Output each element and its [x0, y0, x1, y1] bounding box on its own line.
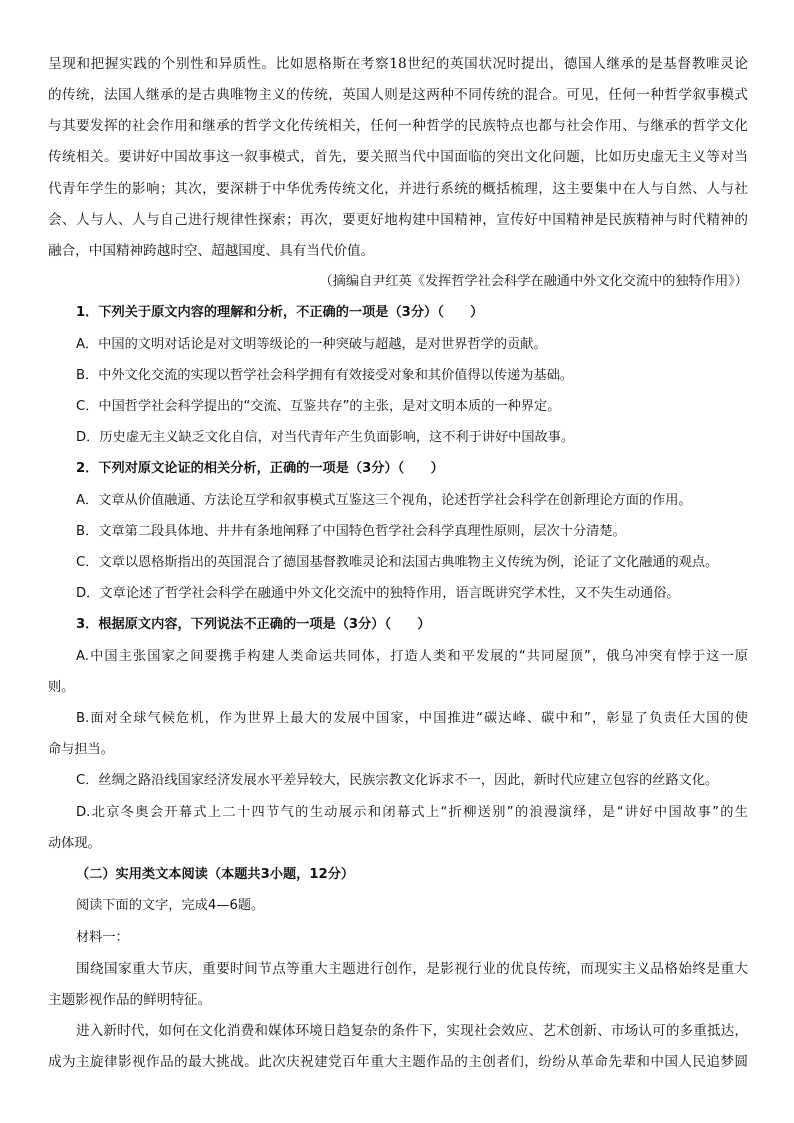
- question-3-option-d: D.北京冬奥会开幕式上二十四节气的生动展示和闭幕式上“折柳送别”的浪漫演绎，是“讲好中国故事”的生: [76, 805, 748, 820]
- material-label: 材料一：: [76, 930, 129, 945]
- material-line: 进入新时代，如何在文化消费和媒体环境日趋复杂的条件下，实现社会效应、艺术创新、市场认可的多重抵达，: [76, 1023, 748, 1039]
- passage-line: 代青年学生的影响；其次，要深耕于中华优秀传统文化，并进行系统的概括梳理，这主要集中在人与自然、人与社: [48, 181, 748, 197]
- question-1-stem: 1．下列关于原文内容的理解和分析，不正确的一项是（3分）（ ）: [76, 305, 484, 320]
- passage-line: 会、人与人、人与自己进行规律性探索；再次，要更好地构建中国精神，宣传好中国精神是民族精神与时代精神的: [48, 212, 748, 228]
- question-1-option-d: D．历史虚无主义缺乏文化自信，对当代青年产生负面影响，这不利于讲好中国故事。: [76, 430, 575, 445]
- passage-line: 传统相关。要讲好中国故事这一叙事模式，首先，要关照当代中国面临的突出文化问题，比如历史虚无主义等对当: [48, 149, 748, 165]
- passage-source: （摘编自尹红英《发挥哲学社会科学在融通中外文化交流中的独特作用》）: [319, 274, 748, 289]
- question-3-option-d-cont: 动体现。: [48, 836, 101, 851]
- material-line: 围绕国家重大节庆，重要时间节点等重大主题进行创作，是影视行业的优良传统，而现实主义品格始终是重大: [76, 961, 748, 977]
- question-1-option-c: C．中国哲学社会科学提出的“交流、互鉴共存”的主张，是对文明本质的一种界定。: [76, 399, 561, 414]
- material-line: 成为主旋律影视作品的最大挑战。此次庆祝建党百年重大主题作品的主创者们，纷纷从革命先辈和中国人民追梦圆: [48, 1054, 748, 1070]
- question-1-option-a: A．中国的文明对话论是对文明等级论的一种突破与超越，是对世界哲学的贡献。: [76, 337, 547, 352]
- question-3-option-a: A.中国主张国家之间要携手构建人类命运共同体，打造人类和平发展的“共同屋顶”，俄乌冲突有悖于这一原: [76, 649, 748, 664]
- question-3-option-a-cont: 则。: [48, 680, 75, 695]
- question-2-option-b: B．文章第二段具体地、井井有条地阐释了中国特色哲学社会科学真理性原则，层次十分清楚。: [76, 524, 626, 539]
- section-heading: （二）实用类文本阅读（本题共3小题，12分）: [76, 867, 355, 882]
- passage-line: 的传统，法国人继承的是古典唯物主义的传统，英国人则是这两种不同传统的混合。可见，任何一种哲学叙事模式: [48, 87, 748, 103]
- question-2-option-a: A．文章从价值融通、方法论互学和叙事模式互鉴这三个视角，论述哲学社会科学在创新理论方面的作用。: [76, 493, 692, 508]
- material-line: 主题影视作品的鲜明特征。: [48, 992, 212, 1008]
- section-instruction: 阅读下面的文字，完成4—6题。: [76, 898, 265, 913]
- question-3-option-b-cont: 命与担当。: [48, 742, 114, 757]
- passage-line: 呈现和把握实践的个别性和异质性。比如恩格斯在考察18世纪的英国状况时提出，德国人继承的是基督教唯灵论: [48, 56, 748, 72]
- passage-line: 融合，中国精神跨越时空、超越国度、具有当代价值。: [48, 243, 375, 259]
- question-2-stem: 2．下列对原文论证的相关分析，正确的一项是（3分）（ ）: [76, 461, 444, 476]
- passage-line: 与其要发挥的社会作用和继承的哲学文化传统相关，任何一种哲学的民族特点也都与社会作用、与继承的哲学文化: [48, 118, 748, 134]
- question-2-option-c: C．文章以恩格斯指出的英国混合了德国基督教唯灵论和法国古典唯物主义传统为例，论证了文化融通的观点。: [76, 555, 719, 570]
- question-1-option-b: B．中外文化交流的实现以哲学社会科学拥有有效接受对象和其价值得以传递为基础。: [76, 368, 573, 383]
- question-3-option-b: B.面对全球气候危机，作为世界上最大的发展中国家，中国推进“碳达峰、碳中和”，彰显了负责任大国的使: [76, 711, 748, 726]
- question-3-option-c: C．丝绸之路沿线国家经济发展水平差异较大，民族宗教文化诉求不一，因此，新时代应建立包容的丝路文化。: [76, 773, 719, 788]
- question-2-option-d: D．文章论述了哲学社会科学在融通中外文化交流中的独特作用，语言既讲究学术性，又不失生动通俗。: [76, 586, 680, 601]
- question-3-stem: 3．根据原文内容，下列说法不正确的一项是（3分）（ ）: [76, 617, 431, 632]
